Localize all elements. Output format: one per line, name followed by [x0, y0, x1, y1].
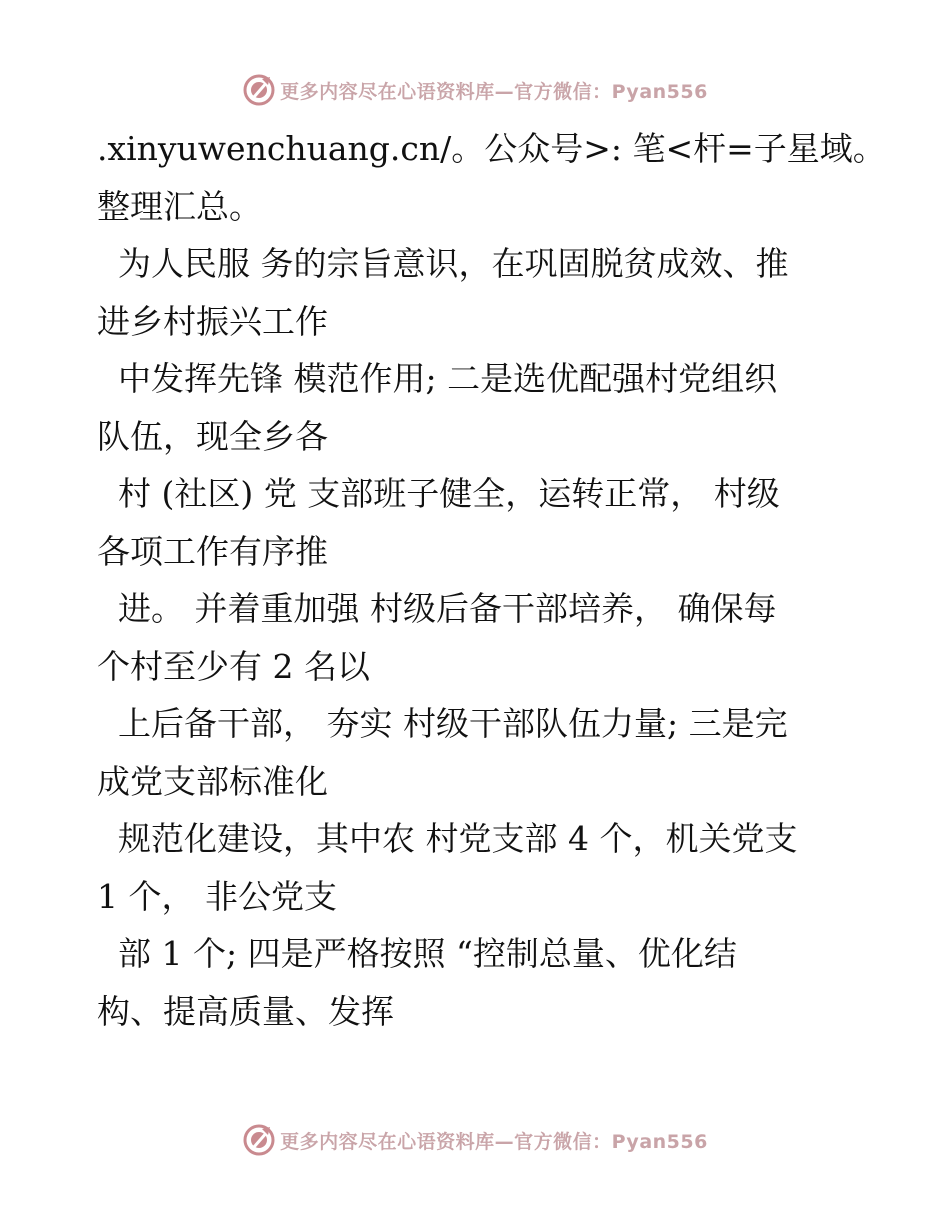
document-body: [97, 120, 886, 1040]
header-banner: [0, 70, 950, 110]
text-line: 个村至少有 2 名以: [97, 646, 370, 686]
text-line: 整理汇总。: [97, 186, 262, 226]
text-line: 成党支部标准化: [97, 761, 328, 801]
text-line: 中发挥先锋 模范作用; 二是选优配强村党组织: [97, 359, 778, 398]
text-line: 部 1 个; 四是严格按照 “控制总量、优化结: [97, 934, 737, 973]
text-line: 构、提高质量、发挥: [97, 991, 394, 1031]
footer-banner: [0, 1120, 950, 1160]
text-line: 1 个， 非公党支: [97, 876, 337, 916]
text-line: 村 (社区) 党 支部班子健全，运转正常， 村级: [97, 474, 780, 513]
text-line: 为人民服 务的宗旨意识，在巩固脱贫成效、推: [97, 244, 789, 283]
brand-logo-icon: [242, 1123, 276, 1157]
text-line: .xinyuwenchuang.cn/。公众号>: 笔<杆=子星域。: [97, 129, 886, 168]
brand-logo-icon: [242, 73, 276, 107]
text-line: 各项工作有序推: [97, 531, 328, 571]
header-banner-text: 更多内容尽在心语资料库—官方微信：Pyan556: [280, 80, 708, 103]
text-line: 上后备干部， 夯实 村级干部队伍力量; 三是完: [97, 704, 788, 743]
text-line: 进。 并着重加强 村级后备干部培养， 确保每: [97, 589, 777, 628]
text-line: 队伍，现全乡各: [97, 416, 328, 456]
footer-banner-text: 更多内容尽在心语资料库—官方微信：Pyan556: [280, 1130, 708, 1153]
text-line: 进乡村振兴工作: [97, 301, 328, 341]
text-line: 规范化建设，其中农 村党支部 4 个，机关党支: [97, 819, 798, 858]
